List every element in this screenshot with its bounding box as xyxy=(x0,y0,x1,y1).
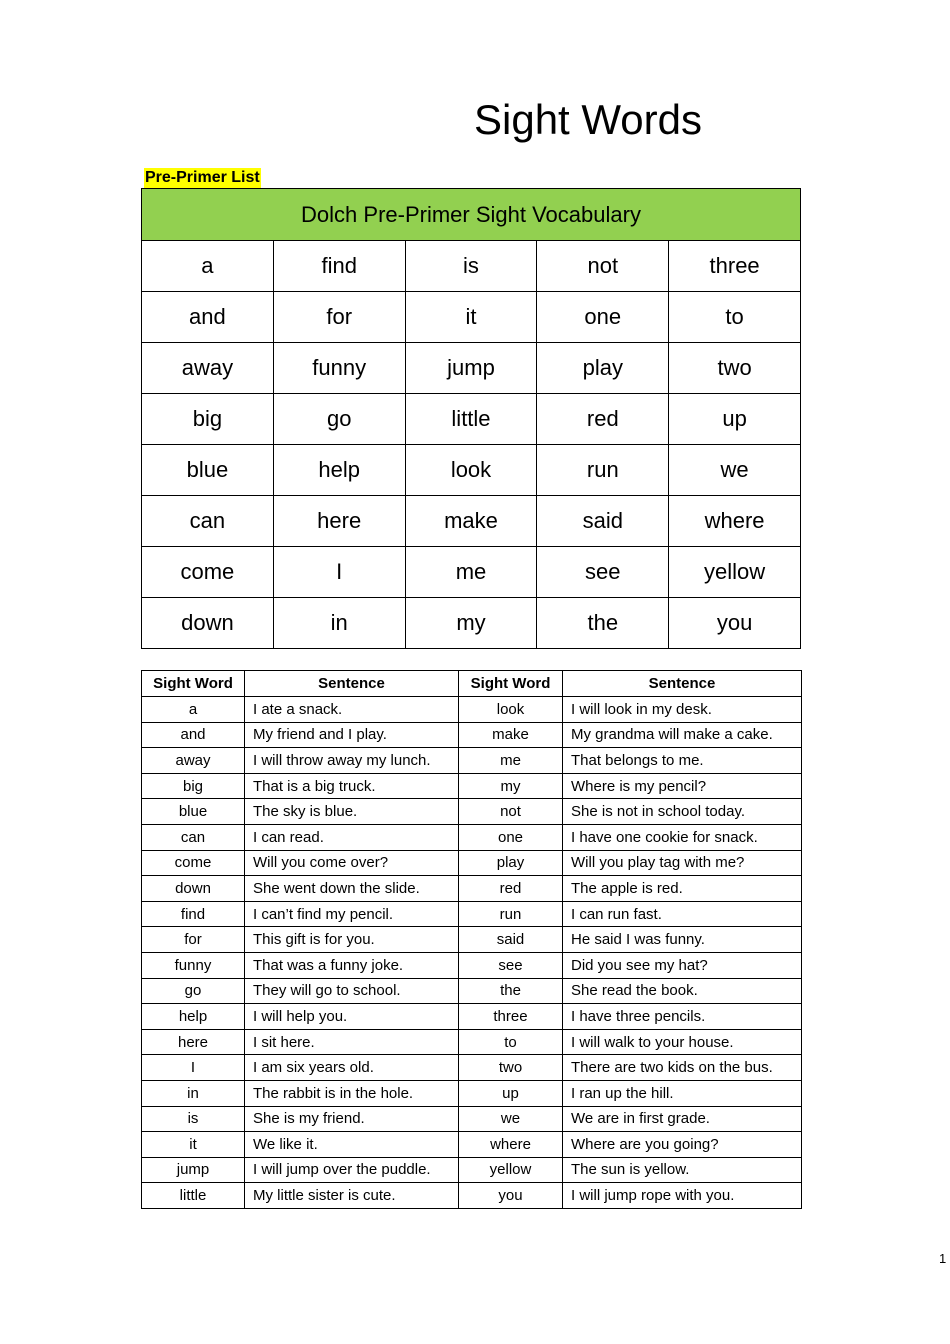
sentence-cell: I will help you. xyxy=(245,1004,459,1030)
table-row xyxy=(142,722,802,748)
vocabulary-word: find xyxy=(273,241,405,292)
sight-word-cell: look xyxy=(459,697,563,723)
sentence-cell: My grandma will make a cake. xyxy=(563,722,802,748)
vocabulary-row xyxy=(142,598,801,649)
sentence-cell: I am six years old. xyxy=(245,1055,459,1081)
sight-word-cell: blue xyxy=(142,799,245,825)
vocabulary-word: is xyxy=(405,241,537,292)
table-row xyxy=(142,876,802,902)
sight-word-cell: is xyxy=(142,1106,245,1132)
vocabulary-table xyxy=(141,188,801,649)
vocabulary-word: three xyxy=(669,241,801,292)
sentence-cell: The rabbit is in the hole. xyxy=(245,1080,459,1106)
sentence-cell: I will jump over the puddle. xyxy=(245,1157,459,1183)
sight-word-cell: in xyxy=(142,1080,245,1106)
vocabulary-word: down xyxy=(142,598,274,649)
sight-word-cell: go xyxy=(142,978,245,1004)
sight-word-cell: help xyxy=(142,1004,245,1030)
vocabulary-word: help xyxy=(273,445,405,496)
sentence-cell: I can’t find my pencil. xyxy=(245,901,459,927)
vocabulary-word: here xyxy=(273,496,405,547)
vocabulary-word: play xyxy=(537,343,669,394)
sight-word-cell: we xyxy=(459,1106,563,1132)
table-row xyxy=(142,1132,802,1158)
sight-word-cell: red xyxy=(459,876,563,902)
sight-word-cell: where xyxy=(459,1132,563,1158)
table-row xyxy=(142,824,802,850)
table-row xyxy=(142,978,802,1004)
column-header: Sentence xyxy=(245,671,459,697)
sight-word-cell: little xyxy=(142,1183,245,1209)
vocabulary-row xyxy=(142,292,801,343)
table-row xyxy=(142,1157,802,1183)
vocabulary-row xyxy=(142,343,801,394)
sight-word-cell: run xyxy=(459,901,563,927)
vocabulary-row xyxy=(142,394,801,445)
vocabulary-word: can xyxy=(142,496,274,547)
sight-word-cell: away xyxy=(142,748,245,774)
sight-word-cell: my xyxy=(459,773,563,799)
list-label: Pre-Primer List xyxy=(145,169,260,186)
vocabulary-word: run xyxy=(537,445,669,496)
sight-word-cell: the xyxy=(459,978,563,1004)
vocabulary-word: where xyxy=(669,496,801,547)
sentence-cell: I sit here. xyxy=(245,1029,459,1055)
sentence-cell: There are two kids on the bus. xyxy=(563,1055,802,1081)
sentence-cell: I ate a snack. xyxy=(245,697,459,723)
vocabulary-word: we xyxy=(669,445,801,496)
sentence-cell: Where is my pencil? xyxy=(563,773,802,799)
table-row xyxy=(142,901,802,927)
vocabulary-word: I xyxy=(273,547,405,598)
vocabulary-word: funny xyxy=(273,343,405,394)
vocabulary-word: not xyxy=(537,241,669,292)
vocabulary-word: it xyxy=(405,292,537,343)
sight-word-cell: yellow xyxy=(459,1157,563,1183)
sight-word-cell: a xyxy=(142,697,245,723)
sight-word-cell: funny xyxy=(142,952,245,978)
page-number: 1 xyxy=(939,1251,947,1266)
vocabulary-word: little xyxy=(405,394,537,445)
sentence-cell: I ran up the hill. xyxy=(563,1080,802,1106)
table-row xyxy=(142,748,802,774)
sentence-cell: We are in first grade. xyxy=(563,1106,802,1132)
sentence-cell: I will look in my desk. xyxy=(563,697,802,723)
vocabulary-word: make xyxy=(405,496,537,547)
sentence-cell: Where are you going? xyxy=(563,1132,802,1158)
sight-word-cell: here xyxy=(142,1029,245,1055)
sentence-cell: We like it. xyxy=(245,1132,459,1158)
sight-word-cell: down xyxy=(142,876,245,902)
sight-word-cell: three xyxy=(459,1004,563,1030)
sight-word-cell: can xyxy=(142,824,245,850)
sentence-cell: I can read. xyxy=(245,824,459,850)
sentence-cell: Will you play tag with me? xyxy=(563,850,802,876)
vocabulary-word: my xyxy=(405,598,537,649)
table-row xyxy=(142,773,802,799)
vocabulary-word: red xyxy=(537,394,669,445)
sight-word-cell: it xyxy=(142,1132,245,1158)
vocabulary-word: see xyxy=(537,547,669,598)
vocabulary-word: for xyxy=(273,292,405,343)
sentence-cell: That was a funny joke. xyxy=(245,952,459,978)
sentence-cell: I will jump rope with you. xyxy=(563,1183,802,1209)
vocabulary-row xyxy=(142,547,801,598)
vocabulary-word: to xyxy=(669,292,801,343)
table-row xyxy=(142,1029,802,1055)
vocabulary-word: a xyxy=(142,241,274,292)
vocabulary-word: and xyxy=(142,292,274,343)
sight-word-cell: play xyxy=(459,850,563,876)
sentence-cell: The sun is yellow. xyxy=(563,1157,802,1183)
sentence-cell: The sky is blue. xyxy=(245,799,459,825)
sight-word-cell: two xyxy=(459,1055,563,1081)
sentence-cell: I will walk to your house. xyxy=(563,1029,802,1055)
sight-word-cell: and xyxy=(142,722,245,748)
vocabulary-word: two xyxy=(669,343,801,394)
sight-word-cell: I xyxy=(142,1055,245,1081)
sight-word-cell: said xyxy=(459,927,563,953)
vocabulary-word: you xyxy=(669,598,801,649)
vocabulary-word: big xyxy=(142,394,274,445)
table-row xyxy=(142,1004,802,1030)
vocabulary-word: go xyxy=(273,394,405,445)
sentence-table xyxy=(141,670,802,1209)
sentence-cell: Did you see my hat? xyxy=(563,952,802,978)
sight-word-cell: for xyxy=(142,927,245,953)
sentence-cell: Will you come over? xyxy=(245,850,459,876)
page-title: Sight Words xyxy=(474,96,702,143)
sight-word-cell: to xyxy=(459,1029,563,1055)
sight-word-cell: find xyxy=(142,901,245,927)
sight-word-cell: come xyxy=(142,850,245,876)
sentence-cell: She read the book. xyxy=(563,978,802,1004)
sentence-cell: That belongs to me. xyxy=(563,748,802,774)
sight-word-cell: big xyxy=(142,773,245,799)
vocabulary-row xyxy=(142,241,801,292)
sentence-cell: That is a big truck. xyxy=(245,773,459,799)
vocabulary-word: yellow xyxy=(669,547,801,598)
vocabulary-word: jump xyxy=(405,343,537,394)
sentence-cell: She went down the slide. xyxy=(245,876,459,902)
vocabulary-word: look xyxy=(405,445,537,496)
table-row xyxy=(142,1055,802,1081)
sight-word-cell: jump xyxy=(142,1157,245,1183)
table-row xyxy=(142,927,802,953)
table-row xyxy=(142,1183,802,1209)
vocabulary-word: the xyxy=(537,598,669,649)
sentence-cell: I have three pencils. xyxy=(563,1004,802,1030)
table-row xyxy=(142,1106,802,1132)
table-row xyxy=(142,799,802,825)
sight-word-cell: one xyxy=(459,824,563,850)
sentence-cell: I have one cookie for snack. xyxy=(563,824,802,850)
sight-word-cell: you xyxy=(459,1183,563,1209)
vocabulary-row xyxy=(142,445,801,496)
sight-word-cell: me xyxy=(459,748,563,774)
vocabulary-word: up xyxy=(669,394,801,445)
sentence-cell: They will go to school. xyxy=(245,978,459,1004)
column-header: Sentence xyxy=(563,671,802,697)
vocabulary-table-header: Dolch Pre-Primer Sight Vocabulary xyxy=(142,189,801,241)
sight-word-cell: up xyxy=(459,1080,563,1106)
table-row xyxy=(142,850,802,876)
table-row xyxy=(142,952,802,978)
sentence-cell: My little sister is cute. xyxy=(245,1183,459,1209)
vocabulary-word: said xyxy=(537,496,669,547)
vocabulary-word: me xyxy=(405,547,537,598)
sight-word-cell: see xyxy=(459,952,563,978)
sentence-table-header-row xyxy=(142,671,802,697)
table-row xyxy=(142,1080,802,1106)
sentence-cell: He said I was funny. xyxy=(563,927,802,953)
sentence-cell: I can run fast. xyxy=(563,901,802,927)
sentence-cell: This gift is for you. xyxy=(245,927,459,953)
column-header: Sight Word xyxy=(142,671,245,697)
sentence-cell: She is my friend. xyxy=(245,1106,459,1132)
vocabulary-word: come xyxy=(142,547,274,598)
vocabulary-word: in xyxy=(273,598,405,649)
sight-word-cell: make xyxy=(459,722,563,748)
table-row xyxy=(142,697,802,723)
column-header: Sight Word xyxy=(459,671,563,697)
vocabulary-word: blue xyxy=(142,445,274,496)
vocabulary-row xyxy=(142,496,801,547)
sentence-cell: She is not in school today. xyxy=(563,799,802,825)
vocabulary-word: one xyxy=(537,292,669,343)
sight-word-cell: not xyxy=(459,799,563,825)
sentence-cell: My friend and I play. xyxy=(245,722,459,748)
sentence-cell: The apple is red. xyxy=(563,876,802,902)
sentence-cell: I will throw away my lunch. xyxy=(245,748,459,774)
vocabulary-word: away xyxy=(142,343,274,394)
